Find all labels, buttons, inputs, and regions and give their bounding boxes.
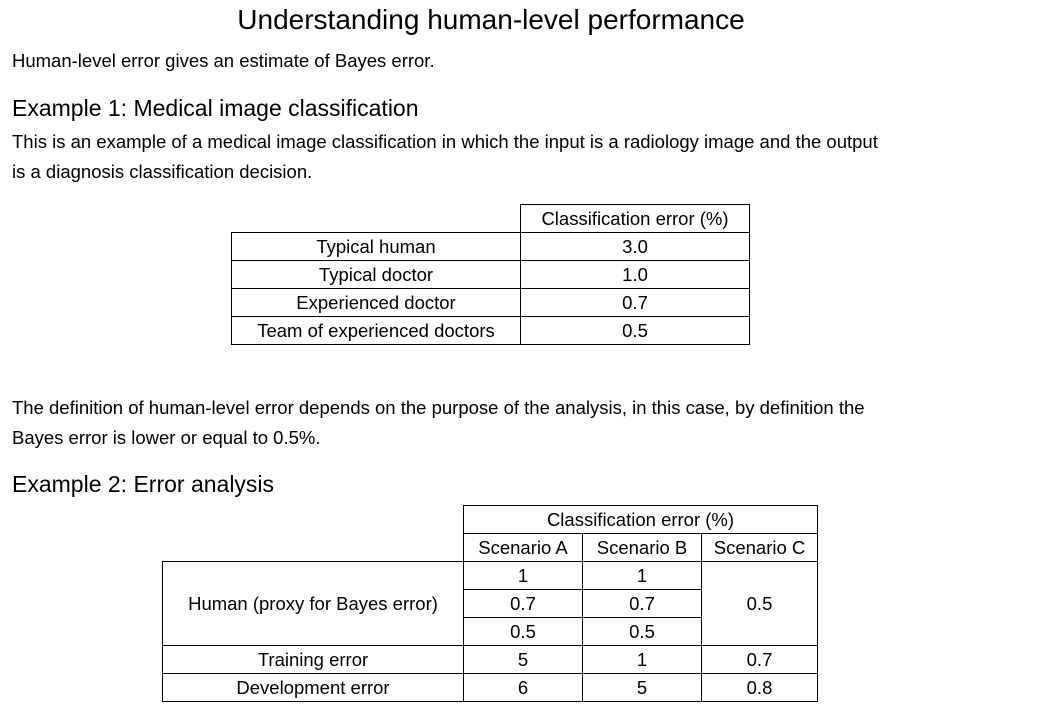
human-label: Human (proxy for Bayes error) (163, 562, 464, 646)
scenario-b-header: Scenario B (583, 534, 702, 562)
definition-line1: The definition of human-level error depends on the purpose of the analysis, in this case, by definition the (12, 397, 865, 418)
scenario-header-row (163, 534, 818, 562)
table-row (232, 317, 750, 345)
human-a-value: 0.7 (464, 590, 583, 618)
table-row (163, 562, 818, 590)
example1-heading: Example 1: Medical image classification (12, 95, 419, 121)
intro-text: Human-level error gives an estimate of Bayes error. (12, 50, 435, 71)
training-error-label: Training error (163, 646, 464, 674)
row-label: Typical human (232, 233, 521, 261)
human-a-value: 1 (464, 562, 583, 590)
row-label: Team of experienced doctors (232, 317, 521, 345)
example2-table (162, 505, 818, 702)
table-row (163, 646, 818, 674)
human-c-value: 0.5 (702, 562, 818, 646)
row-value: 1.0 (521, 261, 750, 289)
example2-heading: Example 2: Error analysis (12, 471, 275, 497)
column-header: Classification error (%) (521, 205, 750, 233)
row-value: 0.5 (521, 317, 750, 345)
row-value: 0.7 (521, 289, 750, 317)
table-header-row (163, 506, 818, 534)
example1-description-line2: is a diagnosis classification decision. (12, 161, 313, 182)
page-title: Understanding human-level performance (237, 4, 745, 35)
blank-cell (163, 506, 464, 534)
human-b-value: 1 (583, 562, 702, 590)
table-header-row (232, 205, 750, 233)
table-row (232, 261, 750, 289)
human-b-value: 0.5 (583, 618, 702, 646)
table-row (232, 289, 750, 317)
human-a-value: 0.5 (464, 618, 583, 646)
scenario-a-header: Scenario A (464, 534, 583, 562)
table-row (163, 674, 818, 702)
development-error-label: Development error (163, 674, 464, 702)
development-error-c: 0.8 (702, 674, 818, 702)
scenario-c-header: Scenario C (702, 534, 818, 562)
column-header: Classification error (%) (464, 506, 818, 534)
row-label: Typical doctor (232, 261, 521, 289)
blank-cell (232, 205, 521, 233)
development-error-b: 5 (583, 674, 702, 702)
example1-table (231, 204, 750, 345)
training-error-b: 1 (583, 646, 702, 674)
development-error-a: 6 (464, 674, 583, 702)
example1-description-line1: This is an example of a medical image classification in which the input is a radiology image and the output (12, 131, 878, 152)
table-row (232, 233, 750, 261)
definition-line2: Bayes error is lower or equal to 0.5%. (12, 427, 321, 448)
blank-cell (163, 534, 464, 562)
training-error-c: 0.7 (702, 646, 818, 674)
training-error-a: 5 (464, 646, 583, 674)
row-label: Experienced doctor (232, 289, 521, 317)
row-value: 3.0 (521, 233, 750, 261)
human-b-value: 0.7 (583, 590, 702, 618)
